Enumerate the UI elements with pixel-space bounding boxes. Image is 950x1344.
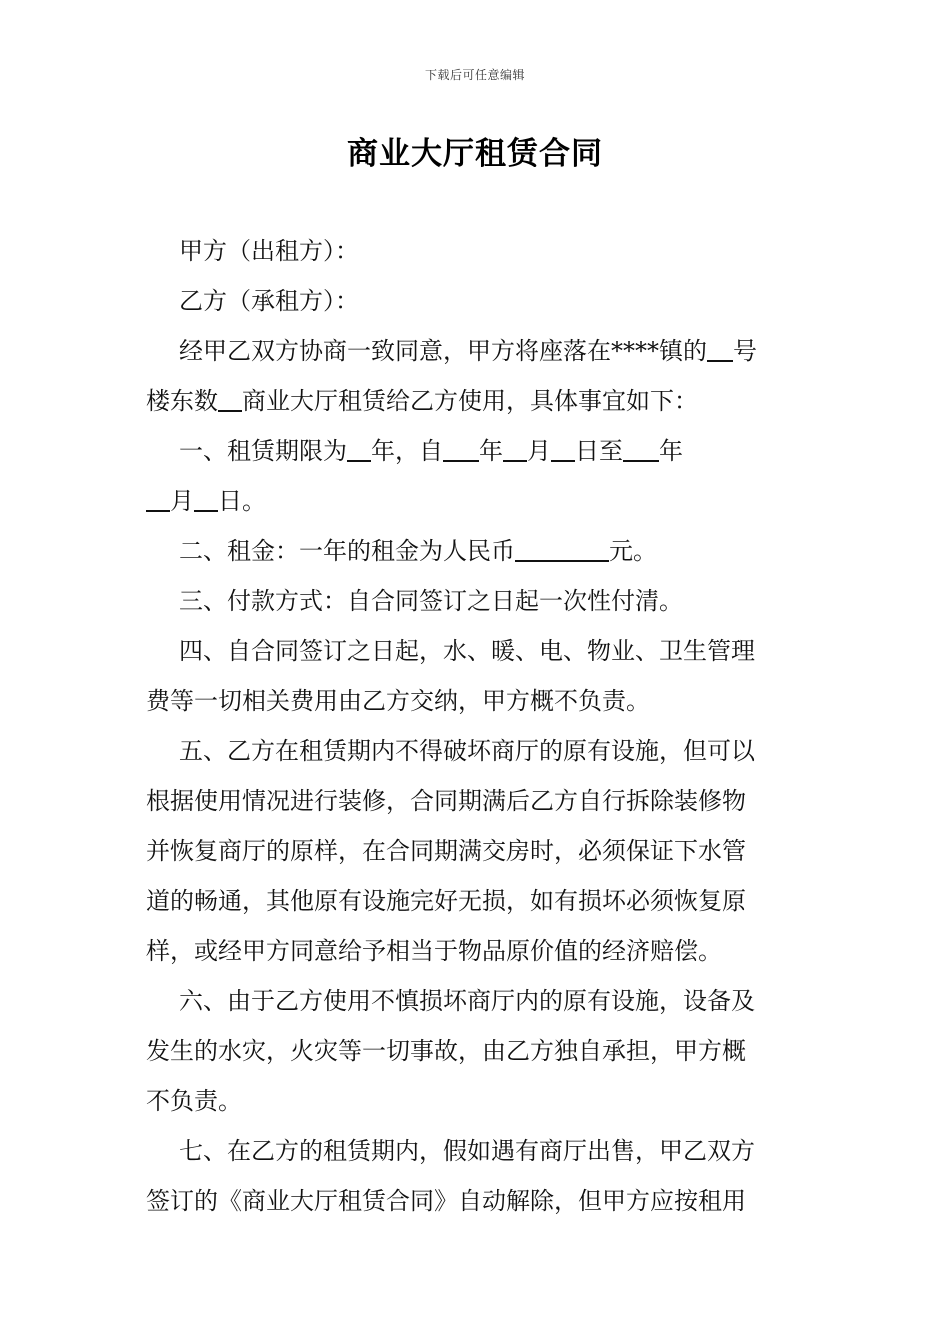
intro-text-b: 号 [733, 337, 757, 365]
clause-2-text-b: 元。 [609, 537, 657, 565]
clause-1-text-b: 年，自 [371, 437, 443, 465]
clause-5-line-5: 样，或经甲方同意给予相当于物品原价值的经济赔偿。 [146, 937, 722, 965]
clause-7-line-2: 签订的《商业大厅租赁合同》自动解除，但甲方应按租用 [146, 1187, 746, 1215]
contract-body [146, 226, 810, 1226]
clause-1-text-f: 年 [659, 437, 683, 465]
intro-text-a: 经甲乙双方协商一致同意，甲方将座落在****镇的 [179, 337, 707, 365]
clause-1-line-1 [146, 426, 810, 476]
header-note: 下载后可任意编辑 [424, 68, 525, 82]
intro-text-d: 商业大厅租赁给乙方使用，具体事宜如下： [242, 387, 698, 415]
end-day-blank [194, 486, 218, 512]
clause-1-text-e: 日至 [575, 437, 623, 465]
end-year-blank [623, 436, 659, 462]
party-a-line: 甲方（出租方）： [179, 237, 359, 265]
clause-6-line-2: 发生的水灾，火灾等一切事故，由乙方独自承担，甲方概 [146, 1037, 746, 1065]
term-years-blank [347, 436, 371, 462]
clause-2-line [146, 526, 810, 576]
unit-number-blank [218, 386, 242, 412]
document-title: 商业大厅租赁合同 [347, 136, 603, 172]
party-b-line: 乙方（承租方）： [179, 287, 359, 315]
clause-6-line-1: 六、由于乙方使用不慎损坏商厅内的原有设施，设备及 [179, 987, 755, 1015]
intro-line-2 [146, 376, 810, 426]
intro-text-c: 楼东数 [146, 387, 218, 415]
clause-1-text-g: 月 [170, 487, 194, 515]
clause-3-line: 三、付款方式：自合同签订之日起一次性付清。 [179, 587, 683, 615]
clause-4-line-2: 费等一切相关费用由乙方交纳，甲方概不负责。 [146, 687, 650, 715]
building-number-blank [707, 336, 733, 362]
clause-6-line-3: 不负责。 [146, 1087, 242, 1115]
clause-1-text-c: 年 [479, 437, 503, 465]
clause-5-line-3: 并恢复商厅的原样，在合同期满交房时，必须保证下水管 [146, 837, 746, 865]
intro-line-1 [146, 326, 810, 376]
clause-5-line-2: 根据使用情况进行装修，合同期满后乙方自行拆除装修物 [146, 787, 746, 815]
clause-1-text-d: 月 [527, 437, 551, 465]
clause-7-line-1: 七、在乙方的租赁期内，假如遇有商厅出售，甲乙双方 [179, 1137, 755, 1165]
clause-1-text-h: 日。 [218, 487, 266, 515]
start-year-blank [443, 436, 479, 462]
clause-1-text-a: 一、租赁期限为 [179, 437, 347, 465]
clause-5-line-4: 道的畅通，其他原有设施完好无损，如有损坏必须恢复原 [146, 887, 746, 915]
clause-2-text-a: 二、租金：一年的租金为人民币 [179, 537, 515, 565]
clause-4-line-1: 四、自合同签订之日起，水、暖、电、物业、卫生管理 [179, 637, 755, 665]
end-month-blank [146, 486, 170, 512]
start-day-blank [551, 436, 575, 462]
rent-amount-blank [515, 536, 609, 562]
clause-1-line-2 [146, 476, 810, 526]
start-month-blank [503, 436, 527, 462]
clause-5-line-1: 五、乙方在租赁期内不得破坏商厅的原有设施，但可以 [179, 737, 755, 765]
